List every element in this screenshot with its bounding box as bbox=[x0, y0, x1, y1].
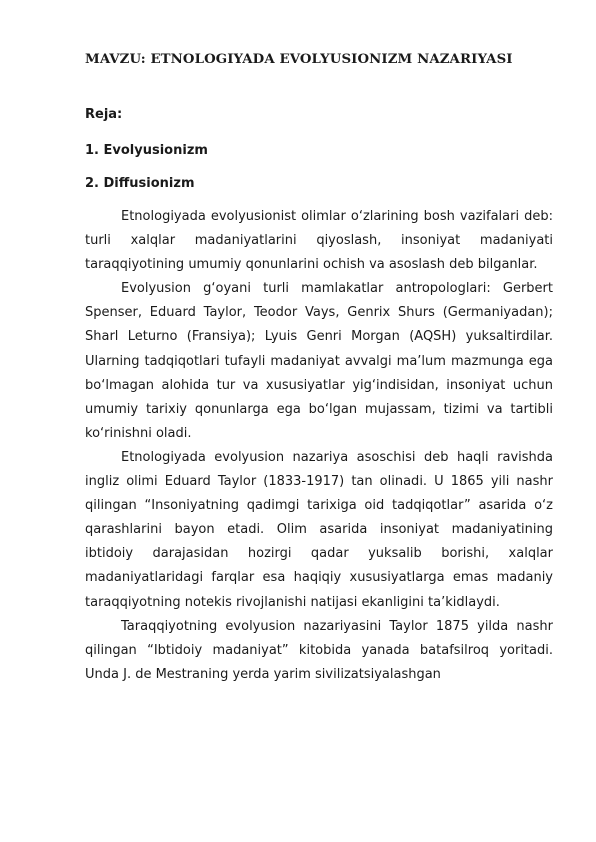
paragraph: Etnologiyada evolyusion nazariya asoschisi deb haqli ravishda ingliz olimi Eduard Taylor (1833-1917) tan olinadi. U 1865 yili nashr qilingan “Insoniyatning qadimgi tarixiga oid tadqiqotlar” asarida o‘z qarashlarini bayon etadi. Olim asarida insoniyat madaniyatining ibtidoiy darajasidan hozirgi qadar yuksalib borishi, xalqlar madaniyatlaridagi farqlar esa haqiqiy xususiyatlarga emas madaniy taraqqiyotning notekis rivojlanishi natijasi ekanligini ta’kidlaydi. bbox=[85, 449, 553, 610]
paragraph: Taraqqiyotning evolyusion nazariyasini Taylor 1875 yilda nashr qilingan “Ibtidoiy madaniyat” kitobida yanada batafsilroq yoritadi. Unda J. de Mestraning yerda yarim sivilizatsiyalashgan bbox=[85, 618, 553, 682]
body-text bbox=[85, 205, 553, 687]
document-title: MAVZU: ETNOLOGIYADA EVOLYUSIONIZM NAZARIYASI bbox=[85, 52, 513, 67]
paragraph: Evolyusion g‘oyani turli mamlakatlar antropologlari: Gerbert Spenser, Eduard Taylor, Teodor Vays, Genrix Shurs (Germaniyadan); Sharl Leturno (Fransiya); Lyuis Genri Morgan (AQSH) yuksaltirdilar. Ularning tadqiqotlari tufayli madaniyat avvalgi ma’lum mazmunga ega bo‘lmagan alohida tur va xususiyatlar yig‘indisidan, insoniyat uchun umumiy tarixiy qonunlarga ega bo‘lgan mujassam, tizimi va tartibli ko‘rinishni oladi. bbox=[85, 281, 553, 441]
plan-item-evolyusionizm: 1. Evolyusionizm bbox=[85, 143, 208, 158]
plan-heading: Reja: bbox=[85, 107, 123, 122]
paragraph: Etnologiyada evolyusionist olimlar o‘zlarining bosh vazifalari deb: turli xalqlar madaniyatlarini qiyoslash, insoniyat madaniyati taraqqiyotining umumiy qonunlarini ochish va asoslash deb bilganlar. bbox=[85, 209, 553, 273]
plan-item-diffusionizm: 2. Diffusionizm bbox=[85, 176, 195, 191]
